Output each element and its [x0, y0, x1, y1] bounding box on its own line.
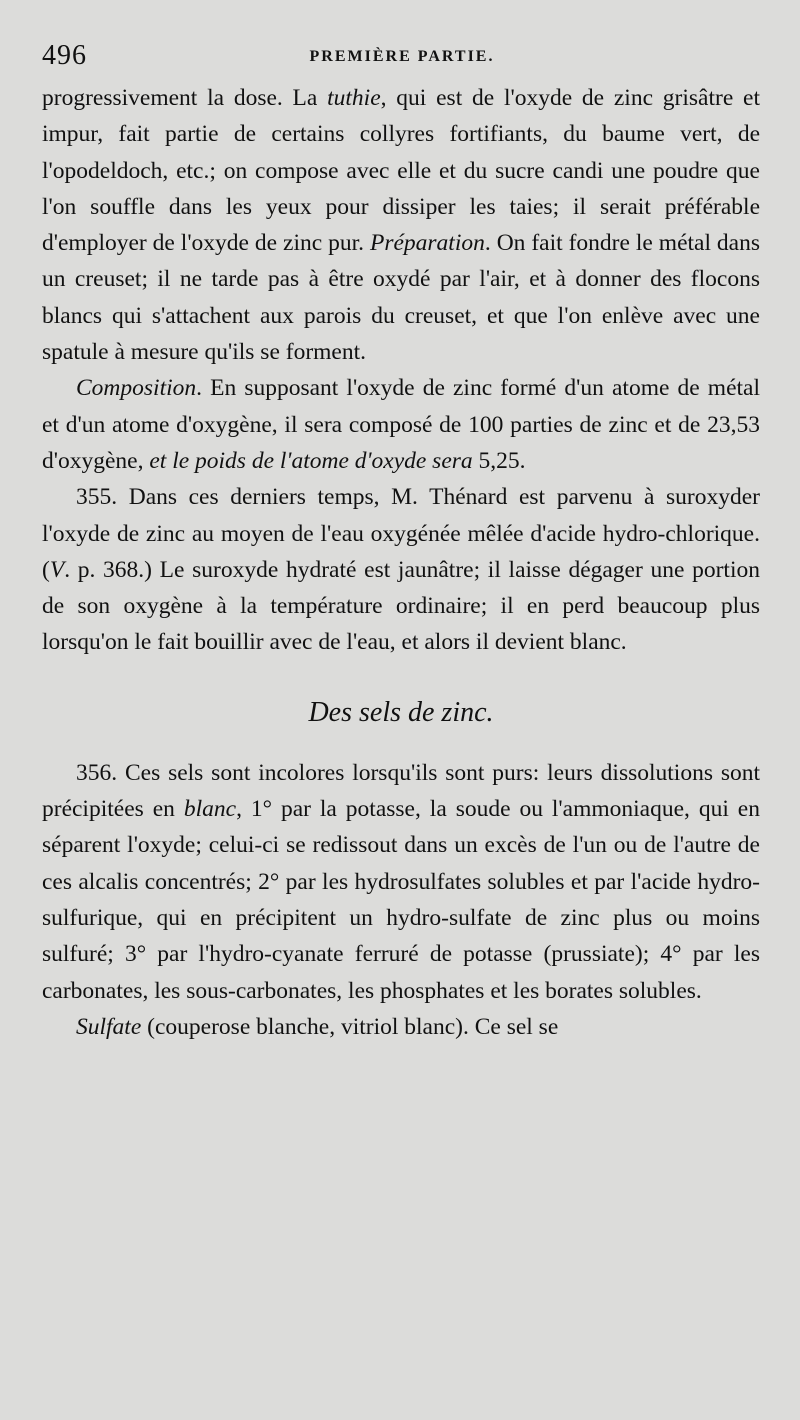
italic-term: Préparation — [369, 230, 485, 257]
text-run: . p. 368.) Le suroxyde hydraté est jaunâtre; il laisse dégager une portion de son oxygène à la température ordinaire; il en perd beaucoup plus lorsqu'on le fait bouillir avec de l'eau, et alors il devient blanc. — [42, 556, 760, 656]
paragraph-composition — [42, 370, 760, 479]
text-run: progressivement la dose. La — [42, 85, 328, 111]
italic-term: et le poids de l'atome d'oxyde sera — [149, 447, 473, 474]
italic-term: Composition — [76, 375, 197, 402]
paragraph-tuthie — [42, 80, 760, 370]
text-run: , 1° par la potasse, la soude ou l'ammoniaque, qui en séparent l'oxyde; celui-ci se redissout dans un excès de l'un ou de l'autre de ces alcalis concentrés; 2° par les hydrosulfates solubles et par l'acide hydro-sulfurique, qui en précipitent un hydro-sulfate de zinc plus ou moins sulfuré; 3° par l'hydro-cyanate ferruré de potasse (prussiate); 4° par les carbonates, les sous-carbonates, les phosphates et les borates solubles. — [42, 796, 760, 1004]
paragraph-356 — [42, 755, 760, 1009]
paragraph-sulfate — [42, 1009, 760, 1045]
page-number: 496 — [42, 40, 87, 71]
text-run: (couperose blanche, vitriol blanc). Ce sel se — [141, 1013, 559, 1040]
page-header — [42, 40, 762, 80]
italic-term: Sulfate — [76, 1013, 142, 1040]
running-head: PREMIÈRE PARTIE. — [309, 48, 495, 65]
text-run: 355. Dans ces derniers temps, M. Thénard est parvenu à suroxyder l'oxyde de zinc au moyen de l'eau oxygénée mêlée d'acide hydro-chlorique. ( — [42, 484, 760, 583]
text-run: . On fait fondre le métal dans un creuset; il ne tarde pas à être oxydé par l'air, et à donner des flocons blancs qui s'attachent aux parois du creuset, et que l'on enlève avec une spatule à mesure qu'ils se forment. — [42, 230, 760, 366]
text-run: , qui est de l'oxyde de zinc grisâtre et impur, fait partie de certains collyres fortifiants, du baume vert, de l'opodeldoch, etc.; on compose avec elle et du sucre candi une poudre que l'on souffle dans les yeux pour dissiper les taies; il serait préférable d'employer de l'oxyde de zinc pur. — [42, 85, 760, 257]
text-run: 5,25. — [472, 447, 526, 474]
italic-term: tuthie — [327, 85, 381, 111]
paragraph-355 — [42, 479, 760, 660]
text-run: 356. Ces sels sont incolores lorsqu'ils sont purs: leurs dissolutions sont précipitées en — [42, 759, 760, 823]
body-text — [42, 80, 760, 1045]
text-run: . En supposant l'oxyde de zinc formé d'un atome de métal et d'un atome d'oxygène, il sera composé de 100 parties de zinc et de 23,53 d'oxygène, — [42, 375, 760, 474]
section-heading: Des sels de zinc. — [308, 696, 494, 728]
italic-term: blanc — [183, 796, 237, 823]
italic-term: V — [49, 556, 65, 583]
